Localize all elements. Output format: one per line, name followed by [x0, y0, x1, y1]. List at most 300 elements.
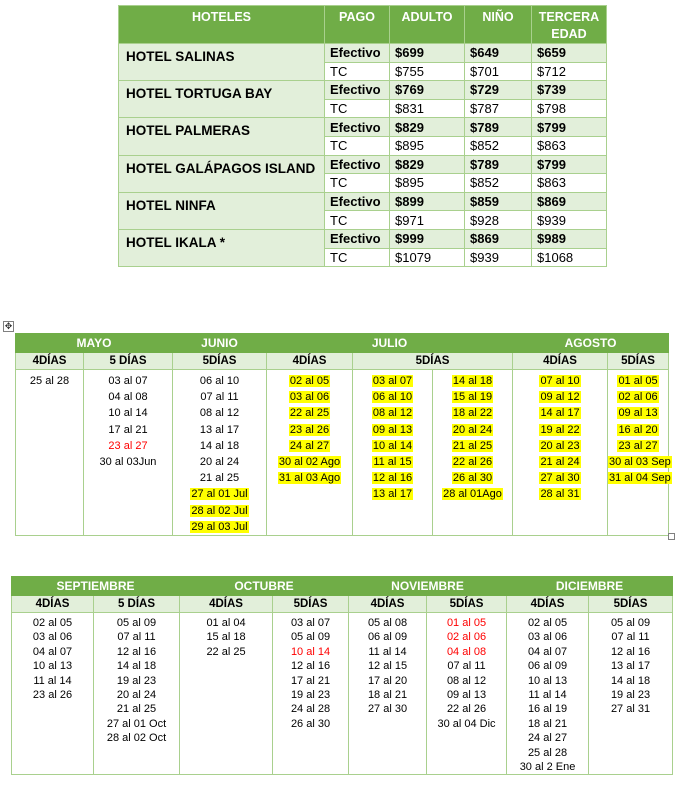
date-range-text: 05 al 09 — [116, 617, 157, 629]
date-range-text: 07 al 11 — [117, 631, 156, 644]
price-cell-nino: $852 — [465, 174, 532, 193]
date-range-item — [12, 616, 93, 630]
price-cell-pago: TC — [325, 136, 390, 155]
date-range-text: 18 al 21 — [527, 717, 568, 730]
date-range-text: 27 al 31 — [610, 703, 651, 716]
price-cell-adulto: $699 — [390, 44, 465, 63]
price-cell-pago: TC — [325, 62, 390, 81]
date-range-item — [349, 616, 426, 630]
date-range-item — [94, 731, 179, 745]
month-header: MAYO — [16, 334, 173, 353]
date-range-text: 06 al 10 — [372, 391, 413, 404]
date-range-text: 20 al 24 — [116, 689, 157, 702]
date-range-item — [353, 389, 432, 405]
date-column — [513, 370, 608, 536]
date-range-item — [94, 702, 179, 716]
date-range-item — [12, 688, 93, 702]
date-range-item — [173, 373, 266, 389]
date-range-text: 02 al 06 — [446, 631, 487, 644]
date-range-text: 03 al 07 — [108, 375, 148, 387]
date-range-text: 15 al 19 — [452, 391, 493, 404]
date-range-item — [608, 438, 668, 454]
hotel-table-header-row — [119, 6, 607, 44]
date-range-text: 23 al 27 — [108, 439, 148, 452]
price-cell-nino: $852 — [465, 136, 532, 155]
hotel-row-efectivo — [119, 155, 607, 174]
date-range-item — [84, 405, 172, 421]
date-range-item — [84, 438, 172, 454]
date-range-text: 21 al 25 — [116, 703, 157, 716]
price-cell-pago: TC — [325, 248, 390, 267]
price-cell-adulto: $769 — [390, 81, 465, 100]
date-range-text: 21 al 25 — [452, 439, 493, 452]
date-range-item — [12, 645, 93, 659]
date-range-item — [513, 422, 607, 438]
date-range-text: 02 al 05 — [289, 375, 330, 387]
calendar-septiembre-diciembre — [11, 576, 673, 775]
date-range-text: 28 al 01Ago — [443, 488, 502, 501]
date-range-text: 30 al 04 Dic — [437, 717, 496, 730]
date-range-item — [427, 717, 506, 731]
date-range-text: 05 al 09 — [610, 617, 651, 629]
calendar-days-row — [12, 596, 673, 613]
hotel-name: HOTEL TORTUGA BAY — [119, 81, 325, 118]
hotel-row-efectivo — [119, 81, 607, 100]
date-range-item — [353, 486, 432, 502]
date-range-text: 07 al 11 — [200, 391, 239, 404]
date-range-item — [173, 503, 266, 519]
date-range-item — [267, 454, 352, 470]
date-range-text: 23 al 26 — [289, 423, 330, 436]
date-column — [433, 370, 513, 536]
date-range-item — [507, 630, 588, 644]
date-range-text: 03 al 06 — [289, 391, 330, 404]
date-range-item — [507, 688, 588, 702]
date-range-item — [433, 470, 512, 486]
date-range-item — [12, 659, 93, 673]
price-cell-pago: Efectivo — [325, 229, 390, 248]
date-range-text: 25 al 28 — [29, 375, 70, 387]
date-range-item — [180, 616, 272, 630]
date-column — [94, 613, 180, 775]
hotel-name: HOTEL PALMERAS — [119, 118, 325, 155]
date-range-item — [513, 486, 607, 502]
date-range-item — [433, 438, 512, 454]
hotel-name: HOTEL GALÁPAGOS ISLAND — [119, 155, 325, 192]
date-range-text: 14 al 17 — [540, 407, 580, 420]
hotel-price-table — [118, 5, 607, 267]
date-range-item — [273, 674, 348, 688]
date-range-text: 13 al 17 — [199, 423, 240, 436]
date-range-item — [353, 373, 432, 389]
date-range-text: 14 al 18 — [199, 439, 240, 452]
calendar-dates-row — [12, 613, 673, 775]
date-column — [267, 370, 353, 536]
date-range-text: 23 al 27 — [618, 439, 658, 452]
date-range-item — [12, 630, 93, 644]
month-header: OCTUBRE — [180, 577, 349, 596]
date-range-text: 03 al 06 — [32, 631, 73, 644]
date-column — [16, 370, 84, 536]
date-range-text: 21 al 24 — [540, 456, 580, 469]
date-column — [608, 370, 669, 536]
date-range-text: 22 al 26 — [452, 456, 493, 469]
date-range-text: 09 al 13 — [446, 689, 487, 702]
date-range-item — [267, 373, 352, 389]
date-range-text: 08 al 12 — [372, 407, 413, 420]
date-range-item — [589, 630, 672, 644]
date-range-text: 17 al 21 — [108, 423, 148, 436]
date-range-item — [180, 645, 272, 659]
date-range-text: 16 al 20 — [618, 423, 658, 436]
hotel-row-efectivo — [119, 44, 607, 63]
date-range-item — [173, 454, 266, 470]
date-range-text: 30 al 03Jun — [99, 456, 157, 469]
date-range-item — [173, 389, 266, 405]
date-range-item — [273, 630, 348, 644]
date-range-item — [427, 630, 506, 644]
date-range-item — [94, 717, 179, 731]
date-range-text: 14 al 18 — [610, 674, 651, 687]
date-range-text: 04 al 08 — [446, 645, 487, 658]
date-range-item — [513, 373, 607, 389]
days-header: 4DÍAS — [513, 353, 608, 370]
date-range-text: 10 al 14 — [290, 645, 331, 658]
date-range-text: 07 al 10 — [540, 375, 580, 387]
date-range-text: 07 al 11 — [447, 660, 486, 673]
price-cell-tercera: $739 — [532, 81, 607, 100]
days-header: 5DÍAS — [273, 596, 349, 613]
date-range-item — [507, 659, 588, 673]
date-range-text: 13 al 17 — [610, 660, 651, 673]
date-range-text: 28 al 31 — [540, 488, 580, 501]
price-cell-pago: Efectivo — [325, 155, 390, 174]
date-range-item — [513, 438, 607, 454]
header-nino: NIÑO — [465, 6, 532, 44]
date-range-item — [173, 438, 266, 454]
date-range-text: 27 al 30 — [540, 472, 580, 485]
price-cell-pago: TC — [325, 174, 390, 193]
date-range-item — [349, 688, 426, 702]
date-range-text: 06 al 10 — [199, 375, 240, 387]
date-range-item — [94, 616, 179, 630]
month-header: DICIEMBRE — [507, 577, 673, 596]
date-range-item — [507, 760, 588, 774]
days-header: 5DÍAS — [427, 596, 507, 613]
price-cell-nino: $789 — [465, 155, 532, 174]
date-column — [180, 613, 273, 775]
price-cell-pago: Efectivo — [325, 44, 390, 63]
date-column — [273, 613, 349, 775]
hotel-name: HOTEL NINFA — [119, 192, 325, 229]
date-range-text: 11 al 14 — [528, 689, 567, 702]
date-range-text: 01 al 04 — [206, 617, 246, 629]
calendar-mayo-agosto — [15, 333, 669, 536]
date-range-text: 14 al 18 — [116, 660, 157, 673]
date-range-item — [608, 373, 668, 389]
date-range-text: 11 al 15 — [373, 456, 412, 469]
date-range-item — [507, 702, 588, 716]
date-range-text: 18 al 22 — [452, 407, 493, 420]
date-range-item — [349, 659, 426, 673]
date-range-text: 02 al 05 — [527, 617, 568, 629]
date-range-item — [507, 616, 588, 630]
price-cell-nino: $787 — [465, 99, 532, 118]
price-cell-tercera: $869 — [532, 192, 607, 211]
date-range-text: 16 al 19 — [527, 703, 568, 716]
date-range-item — [507, 674, 588, 688]
price-cell-adulto: $999 — [390, 229, 465, 248]
date-range-item — [427, 702, 506, 716]
date-range-text: 30 al 03 Sep — [609, 456, 671, 469]
date-column — [349, 613, 427, 775]
date-range-item — [267, 422, 352, 438]
date-column — [173, 370, 267, 536]
date-range-text: 19 al 23 — [610, 689, 651, 702]
price-cell-adulto: $829 — [390, 118, 465, 137]
date-range-item — [513, 389, 607, 405]
date-range-item — [589, 645, 672, 659]
date-range-item — [589, 659, 672, 673]
date-range-text: 22 al 25 — [289, 407, 330, 420]
hotel-row-efectivo — [119, 192, 607, 211]
date-range-text: 02 al 06 — [618, 391, 658, 404]
date-column — [507, 613, 589, 775]
date-range-item — [433, 405, 512, 421]
date-range-text: 28 al 02 Jul — [191, 504, 248, 517]
date-range-text: 07 al 11 — [611, 631, 650, 644]
date-range-text: 19 al 22 — [540, 423, 580, 436]
hotel-table-body — [119, 44, 607, 267]
date-range-text: 17 al 21 — [290, 674, 331, 687]
date-column — [427, 613, 507, 775]
date-range-text: 03 al 06 — [527, 631, 568, 644]
date-range-item — [507, 746, 588, 760]
date-range-item — [349, 702, 426, 716]
date-range-item — [608, 405, 668, 421]
date-range-item — [427, 674, 506, 688]
calendar-days-row — [16, 353, 669, 370]
date-range-text: 24 al 27 — [289, 439, 330, 452]
date-range-text: 05 al 09 — [290, 631, 331, 644]
date-range-item — [427, 645, 506, 659]
date-range-text: 30 al 2 Ene — [519, 761, 576, 774]
month-header: JUNIO — [173, 334, 267, 353]
days-header: 4DÍAS — [507, 596, 589, 613]
date-range-item — [427, 616, 506, 630]
calendar-months-row — [16, 334, 669, 353]
date-range-item — [273, 645, 348, 659]
price-cell-nino: $928 — [465, 211, 532, 230]
days-header: 5DÍAS — [353, 353, 513, 370]
date-range-text: 11 al 14 — [33, 674, 72, 687]
month-header: NOVIEMBRE — [349, 577, 507, 596]
date-column — [12, 613, 94, 775]
date-range-item — [349, 674, 426, 688]
date-range-item — [273, 616, 348, 630]
date-range-text: 12 al 16 — [116, 645, 157, 658]
date-range-text: 03 al 07 — [372, 375, 413, 387]
price-cell-tercera: $939 — [532, 211, 607, 230]
date-range-text: 17 al 20 — [367, 674, 408, 687]
date-range-item — [267, 438, 352, 454]
days-header: 4DÍAS — [12, 596, 94, 613]
price-cell-pago: Efectivo — [325, 118, 390, 137]
hotel-row-efectivo — [119, 229, 607, 248]
days-header: 4DÍAS — [349, 596, 427, 613]
date-range-item — [173, 470, 266, 486]
date-range-text: 31 al 04 Sep — [609, 472, 671, 485]
date-range-text: 04 al 07 — [527, 645, 568, 658]
date-range-item — [353, 454, 432, 470]
date-range-item — [589, 688, 672, 702]
date-range-item — [608, 470, 671, 486]
days-header: 5DÍAS — [608, 353, 669, 370]
date-range-item — [267, 389, 352, 405]
date-range-item — [433, 389, 512, 405]
date-range-item — [273, 659, 348, 673]
date-range-text: 18 al 21 — [367, 689, 408, 702]
days-header: 4DÍAS — [180, 596, 273, 613]
header-hoteles: HOTELES — [119, 6, 325, 44]
date-range-text: 09 al 13 — [618, 407, 658, 420]
date-range-item — [16, 373, 83, 389]
date-range-item — [589, 674, 672, 688]
date-range-item — [353, 422, 432, 438]
date-range-item — [433, 422, 512, 438]
price-cell-nino: $789 — [465, 118, 532, 137]
date-range-text: 27 al 01 Jul — [191, 488, 248, 501]
price-cell-pago: TC — [325, 99, 390, 118]
days-header: 5DÍAS — [173, 353, 267, 370]
date-range-item — [94, 645, 179, 659]
date-range-item — [427, 659, 506, 673]
date-range-text: 25 al 28 — [527, 746, 568, 759]
date-range-item — [513, 454, 607, 470]
price-cell-pago: Efectivo — [325, 192, 390, 211]
date-range-item — [180, 630, 272, 644]
date-range-item — [589, 702, 672, 716]
days-header: 4DÍAS — [16, 353, 84, 370]
date-range-text: 28 al 02 Oct — [106, 732, 167, 745]
days-header: 4DÍAS — [267, 353, 353, 370]
date-range-text: 10 al 13 — [32, 660, 73, 673]
date-range-text: 22 al 25 — [206, 645, 246, 658]
price-cell-adulto: $829 — [390, 155, 465, 174]
days-header: 5 DÍAS — [84, 353, 173, 370]
move-arrows-icon[interactable]: ✥ — [4, 321, 13, 331]
date-range-text: 14 al 18 — [452, 375, 493, 387]
date-range-item — [433, 373, 512, 389]
date-range-text: 04 al 07 — [32, 645, 73, 658]
resize-square-icon[interactable] — [668, 533, 675, 540]
date-range-item — [349, 645, 426, 659]
hotel-name: HOTEL SALINAS — [119, 44, 325, 81]
date-range-text: 11 al 14 — [368, 645, 407, 658]
date-range-text: 03 al 07 — [290, 617, 331, 629]
date-range-item — [173, 422, 266, 438]
date-column — [84, 370, 173, 536]
date-range-text: 27 al 30 — [367, 703, 408, 716]
price-cell-adulto: $895 — [390, 174, 465, 193]
date-range-item — [273, 688, 348, 702]
date-range-item — [608, 422, 668, 438]
price-cell-nino: $649 — [465, 44, 532, 63]
date-range-text: 10 al 14 — [372, 439, 413, 452]
price-cell-tercera: $799 — [532, 155, 607, 174]
date-range-text: 26 al 30 — [452, 472, 493, 485]
price-cell-tercera: $798 — [532, 99, 607, 118]
date-range-item — [608, 389, 668, 405]
date-range-item — [427, 688, 506, 702]
hotel-row-efectivo — [119, 118, 607, 137]
date-range-text: 21 al 25 — [199, 472, 240, 485]
date-range-text: 20 al 23 — [540, 439, 580, 452]
date-range-item — [173, 486, 266, 502]
date-range-item — [84, 422, 172, 438]
date-range-item — [353, 470, 432, 486]
date-range-item — [273, 717, 348, 731]
price-cell-nino: $701 — [465, 62, 532, 81]
date-range-text: 29 al 03 Jul — [191, 520, 248, 533]
date-range-text: 09 al 13 — [372, 423, 413, 436]
date-range-item — [353, 438, 432, 454]
date-range-item — [84, 389, 172, 405]
price-cell-nino: $859 — [465, 192, 532, 211]
date-range-item — [273, 702, 348, 716]
date-range-text: 08 al 12 — [446, 674, 487, 687]
month-header: JULIO — [267, 334, 513, 353]
price-cell-tercera: $712 — [532, 62, 607, 81]
date-range-text: 23 al 26 — [32, 689, 73, 702]
date-range-text: 06 al 09 — [367, 631, 408, 644]
days-header: 5 DÍAS — [94, 596, 180, 613]
date-range-item — [267, 470, 352, 486]
date-range-text: 24 al 28 — [290, 703, 331, 716]
date-range-item — [513, 405, 607, 421]
date-range-text: 01 al 05 — [618, 375, 658, 387]
date-range-item — [433, 454, 512, 470]
date-range-text: 12 al 16 — [290, 660, 331, 673]
date-range-item — [513, 470, 607, 486]
date-range-item — [589, 616, 672, 630]
price-cell-nino: $939 — [465, 248, 532, 267]
calendar-dates-row — [16, 370, 669, 536]
date-range-text: 20 al 24 — [199, 456, 240, 469]
date-range-item — [173, 519, 266, 535]
price-cell-adulto: $755 — [390, 62, 465, 81]
price-cell-adulto: $899 — [390, 192, 465, 211]
date-range-text: 19 al 23 — [290, 689, 331, 702]
date-range-text: 31 al 03 Ago — [278, 472, 341, 485]
price-cell-tercera: $863 — [532, 136, 607, 155]
date-range-item — [94, 630, 179, 644]
date-range-item — [94, 688, 179, 702]
date-range-text: 05 al 08 — [367, 617, 408, 629]
price-cell-nino: $869 — [465, 229, 532, 248]
date-range-text: 30 al 02 Ago — [278, 456, 341, 469]
price-cell-pago: Efectivo — [325, 81, 390, 100]
date-range-text: 15 al 18 — [206, 631, 246, 644]
price-cell-adulto: $895 — [390, 136, 465, 155]
date-range-text: 04 al 08 — [108, 391, 148, 404]
price-cell-pago: TC — [325, 211, 390, 230]
date-range-item — [507, 731, 588, 745]
date-range-text: 12 al 16 — [610, 645, 651, 658]
date-range-item — [94, 674, 179, 688]
date-range-text: 02 al 05 — [32, 617, 73, 629]
date-range-text: 01 al 05 — [446, 617, 487, 629]
